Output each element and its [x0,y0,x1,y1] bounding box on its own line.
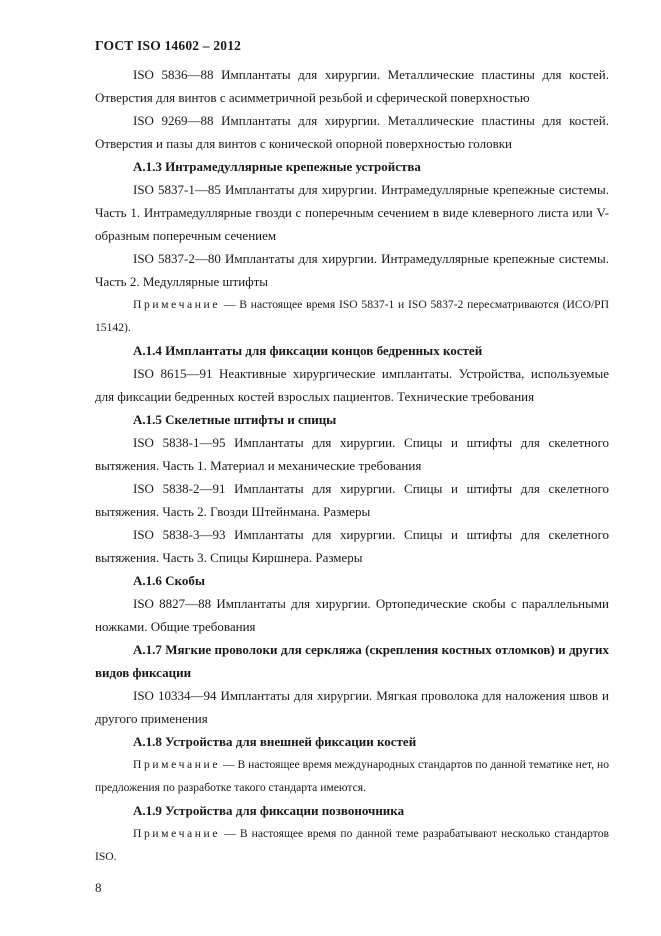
section-heading-a16: А.1.6 Скобы [133,573,205,588]
note-label: Примечание [133,827,221,840]
paragraph-iso-5838-2: ISO 5838-2—91 Имплантаты для хирургии. Спицы и штифты для скелетного вытяжения. Часть 2. Гвозди Штейнмана. Размеры [95,481,609,519]
page-number: 8 [95,880,102,895]
paragraph-iso-5836: ISO 5836—88 Имплантаты для хирургии. Металлические пластины для костей. Отверстия для винтов с асимметричной резьбой и сферической поверхностью [95,67,609,105]
section-heading-a17: А.1.7 Мягкие проволоки для серкляжа (скрепления костных отломков) и других видов фиксации [95,642,609,680]
paragraph-iso-9269: ISO 9269—88 Имплантаты для хирургии. Металлические пластины для костей. Отверстия и пазы для винтов с конической опорной поверхностью головки [95,113,609,151]
note-text: — В настоящее время по данной теме разрабатывают несколько стандартов ISO. [95,827,609,863]
section-heading-a13: А.1.3 Интрамедуллярные крепежные устройства [133,159,421,174]
paragraph-iso-5838-3: ISO 5838-3—93 Имплантаты для хирургии. Спицы и штифты для скелетного вытяжения. Часть 3. Спицы Киршнера. Размеры [95,527,609,565]
section-heading-a15: А.1.5 Скелетные штифты и спицы [133,412,337,427]
note-label: Примечание [133,758,221,771]
note-a18 [95,753,609,799]
note-label: Примечание [133,298,221,311]
document-header: ГОСТ ISO 14602 – 2012 [95,38,242,53]
note-a13 [95,293,609,339]
paragraph-iso-10334: ISO 10334—94 Имплантаты для хирургии. Мягкая проволока для наложения швов и другого применения [95,688,609,726]
section-heading-a19: А.1.9 Устройства для фиксации позвоночника [133,803,405,818]
note-a19 [95,822,609,868]
paragraph-iso-5837-2: ISO 5837-2—80 Имплантаты для хирургии. Интрамедуллярные крепежные системы. Часть 2. Медуллярные штифты [95,251,609,289]
document-body [95,63,609,868]
paragraph-iso-5837-1: ISO 5837-1—85 Имплантаты для хирургии. Интрамедуллярные крепежные системы. Часть 1. Интрамедуллярные гвозди с поперечным сечением в виде клеверного листа или V-образным поперечным сечением [95,182,609,243]
paragraph-iso-8615: ISO 8615—91 Неактивные хирургические имплантаты. Устройства, используемые для фиксации бедренных костей взрослых пациентов. Технические требования [95,366,609,404]
section-heading-a18: А.1.8 Устройства для внешней фиксации костей [133,734,417,749]
paragraph-iso-8827: ISO 8827—88 Имплантаты для хирургии. Ортопедические скобы с параллельными ножками. Общие требования [95,596,609,634]
section-heading-a14: А.1.4 Имплантаты для фиксации концов бедренных костей [133,343,483,358]
note-text: — В настоящее время ISO 5837-1 и ISO 5837-2 пересматриваются (ИСО/РП 15142). [95,298,609,334]
paragraph-iso-5838-1: ISO 5838-1—95 Имплантаты для хирургии. Спицы и штифты для скелетного вытяжения. Часть 1. Материал и механические требования [95,435,609,473]
note-text: — В настоящее время международных стандартов по данной тематике нет, но предложения по разработке такого стандарта имеются. [95,758,609,794]
